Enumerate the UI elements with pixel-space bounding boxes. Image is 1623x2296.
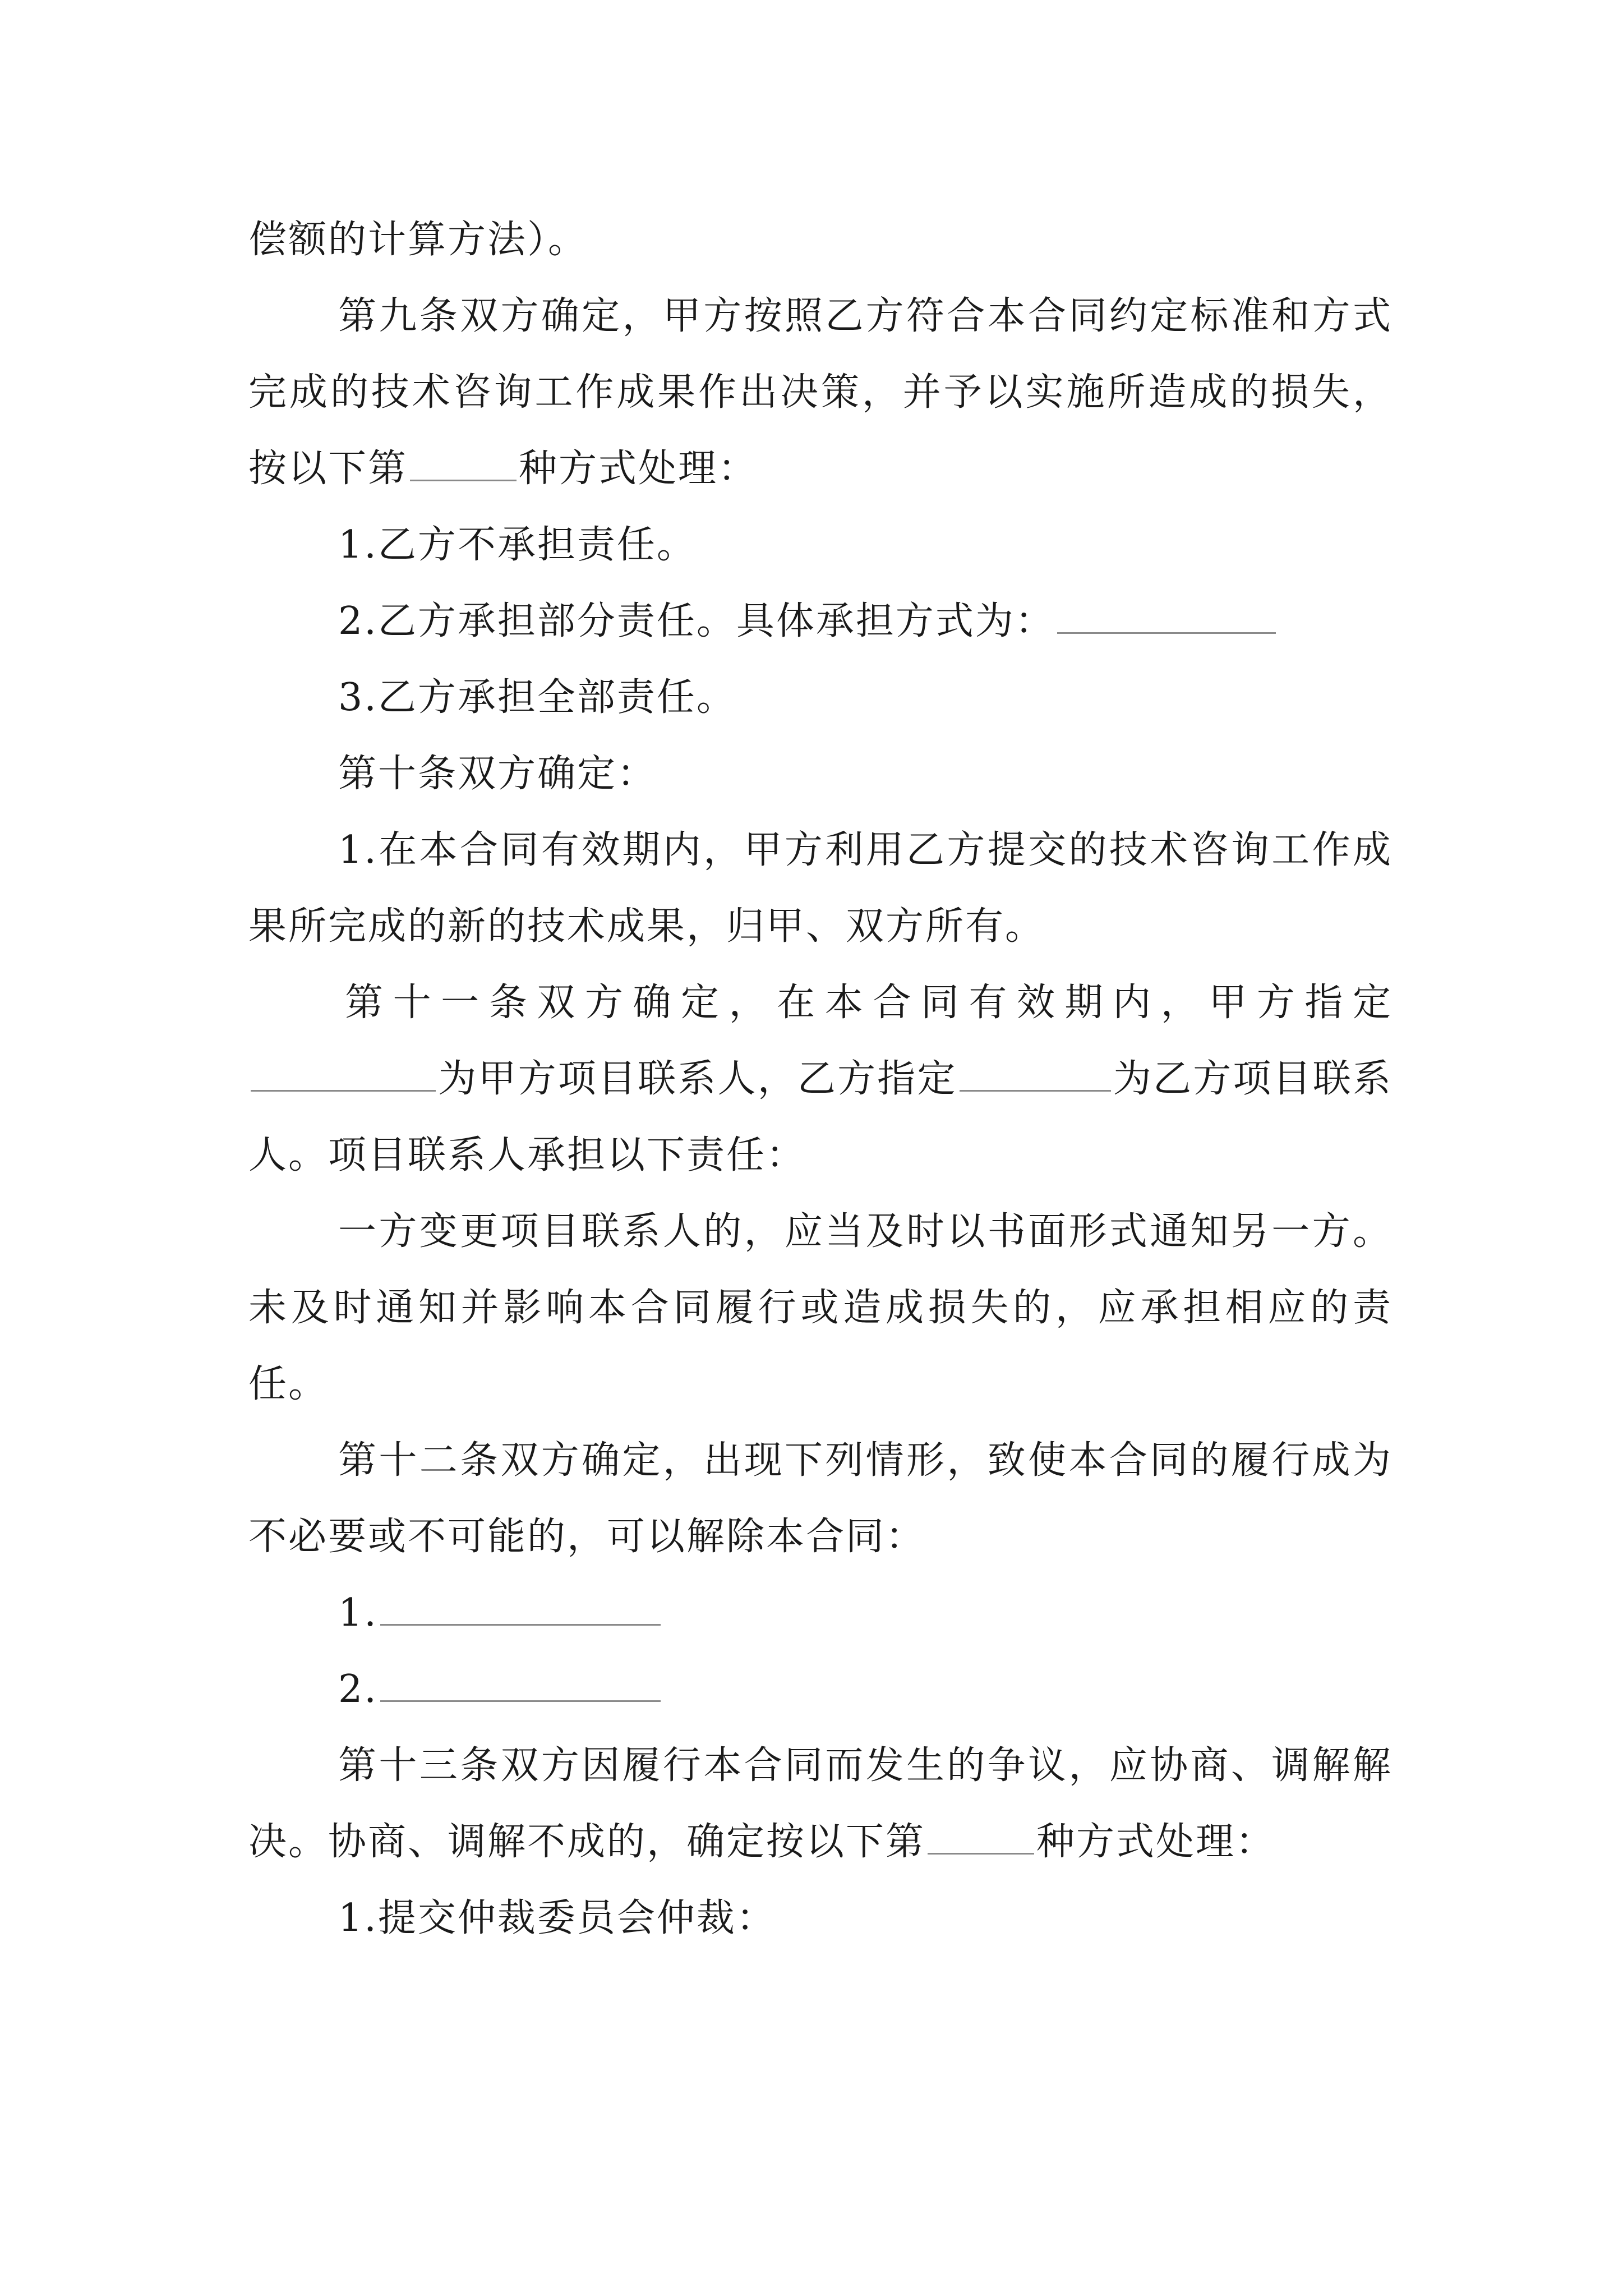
list-item bbox=[248, 660, 1393, 736]
blank-line bbox=[928, 1820, 1034, 1855]
list-item bbox=[248, 507, 1393, 583]
list-item bbox=[248, 1651, 1393, 1728]
paragraph-text: 种方式处理： bbox=[1036, 1820, 1276, 1864]
blank-line bbox=[251, 1057, 436, 1092]
list-item-text: 1.提交仲裁委员会仲裁： bbox=[338, 1896, 776, 1940]
paragraph-compensation-method bbox=[248, 202, 1393, 278]
list-item bbox=[248, 1575, 1393, 1651]
paragraph-article-13 bbox=[248, 1728, 1393, 1880]
list-item bbox=[248, 1880, 1393, 1957]
paragraph-article-9 bbox=[248, 278, 1393, 507]
paragraph-text: 第十三条双方因履行本合同而发生的争议，应协商、调解解决。协商、调解不成的，确定按以下第 bbox=[248, 1743, 1393, 1864]
list-item-text: 1.乙方不承担责任。 bbox=[338, 523, 697, 567]
blank-line bbox=[1057, 600, 1276, 634]
list-item bbox=[248, 812, 1393, 965]
paragraph-text: 第九条双方确定，甲方按照乙方符合本合同约定标准和方式完成的技术咨询工作成果作出决策，并予以实施所造成的损失，按以下第 bbox=[248, 294, 1393, 491]
paragraph-text: 为甲方项目联系人，乙方指定 bbox=[438, 1057, 957, 1101]
blank-line bbox=[380, 1591, 661, 1626]
paragraph-text: 为乙方项目联系人。项目联系人承担以下责任： bbox=[248, 1057, 1393, 1177]
paragraph-article-11 bbox=[248, 965, 1393, 1194]
paragraph-text: 第十条双方确定： bbox=[338, 752, 657, 796]
list-item-text: 2. bbox=[338, 1667, 378, 1711]
blank-line bbox=[960, 1057, 1111, 1092]
blank-line bbox=[410, 447, 517, 481]
list-item-text: 1. bbox=[338, 1591, 378, 1635]
document-body bbox=[248, 202, 1393, 1957]
paragraph-text: 第十二条双方确定，出现下列情形，致使本合同的履行成为不必要或不可能的，可以解除本合同： bbox=[248, 1438, 1393, 1559]
paragraph-article-12 bbox=[248, 1423, 1393, 1575]
paragraph-text: 偿额的计算方法）。 bbox=[248, 218, 588, 262]
paragraph-text: 种方式处理： bbox=[519, 447, 758, 491]
list-item bbox=[248, 583, 1393, 660]
paragraph-article-10 bbox=[248, 736, 1393, 812]
list-item-text: 1.在本合同有效期内，甲方利用乙方提交的技术咨询工作成果所完成的新的技术成果，归甲、双方所有。 bbox=[248, 828, 1393, 949]
list-item-text: 2.乙方承担部分责任。具体承担方式为： bbox=[338, 599, 1055, 643]
paragraph-text: 第十一条双方确定，在本合同有效期内，甲方指定 bbox=[345, 981, 1393, 1025]
paragraph-text: 一方变更项目联系人的，应当及时以书面形式通知另一方。未及时通知并影响本合同履行或造成损失的，应承担相应的责任。 bbox=[248, 1209, 1393, 1406]
list-item-text: 3.乙方承担全部责任。 bbox=[338, 675, 736, 720]
paragraph-contact-change bbox=[248, 1194, 1393, 1423]
blank-line bbox=[380, 1668, 661, 1702]
